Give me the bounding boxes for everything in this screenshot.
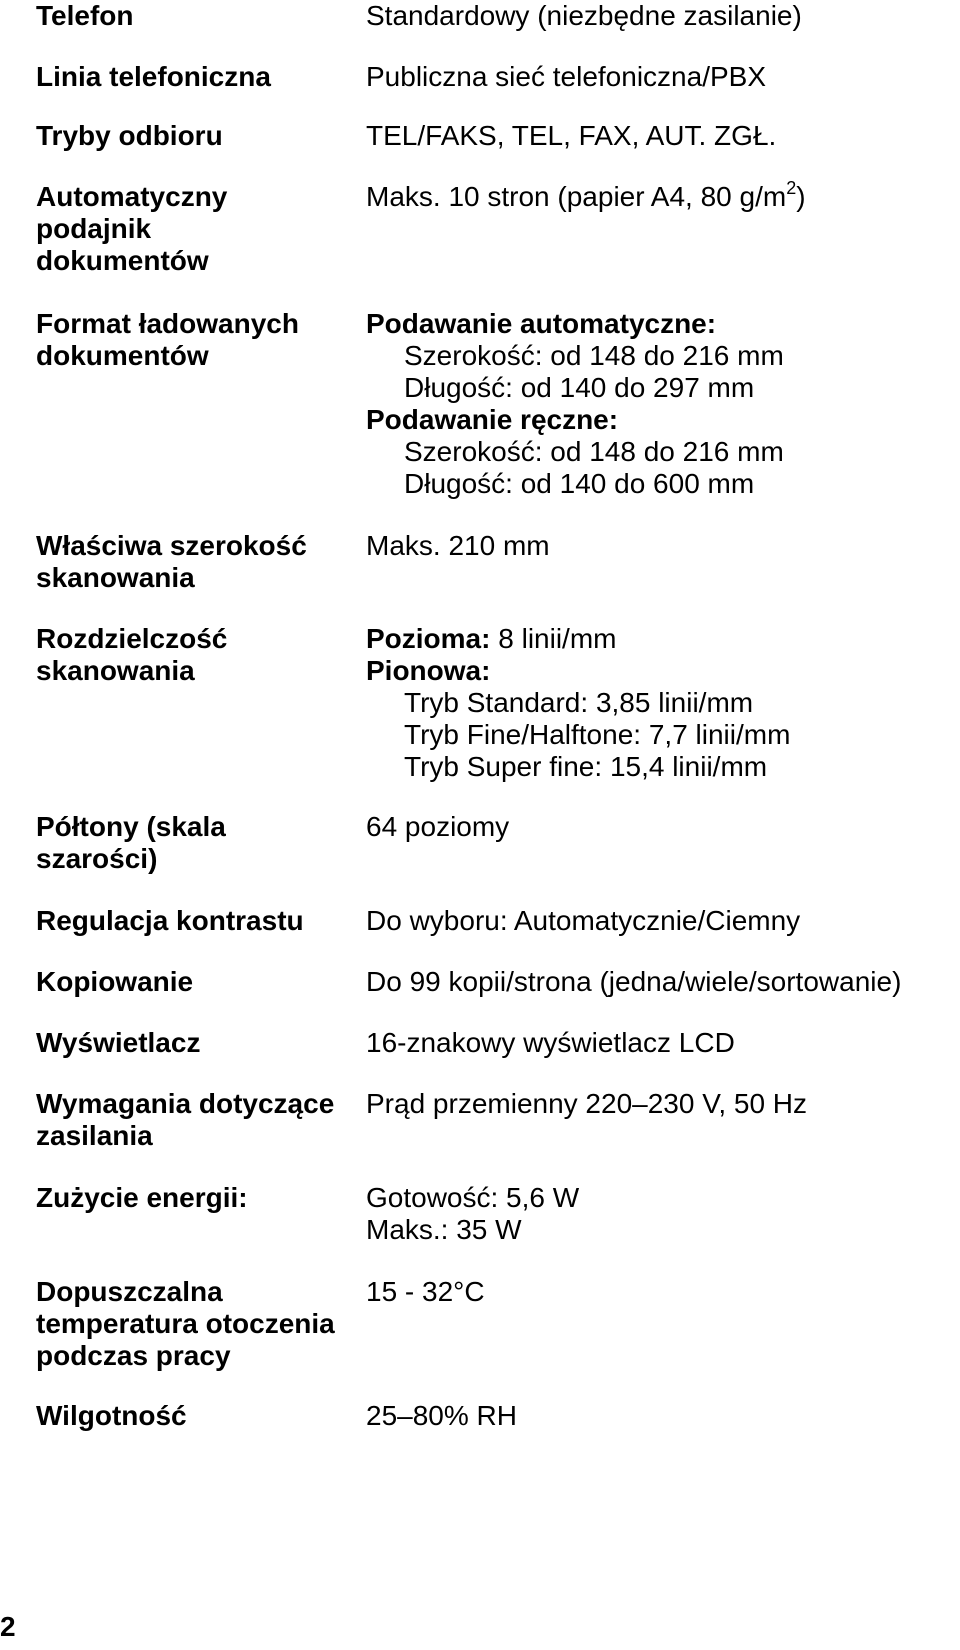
spec-value: Do wyboru: Automatycznie/Ciemny: [366, 905, 801, 936]
manual-feed-heading: Podawanie ręczne:: [366, 404, 619, 435]
spec-label: Linia telefoniczna: [36, 61, 271, 92]
standard-mode: Tryb Standard: 3,85 linii/mm: [404, 687, 754, 718]
spec-value: [366, 1182, 960, 1246]
spec-value-superscript: 2: [786, 177, 797, 198]
spec-value: 16-znakowy wyświetlacz LCD: [366, 1027, 735, 1058]
manual-feed-length: Długość: od 140 do 600 mm: [404, 468, 755, 499]
spec-value: Maks. 210 mm: [366, 530, 550, 561]
vertical-resolution-label: Pionowa:: [366, 655, 491, 686]
spec-label: Telefon: [36, 0, 134, 31]
spec-label: Wymagania dotyczące zasilania: [36, 1088, 335, 1151]
spec-value-text: Maks. 10 stron (papier A4, 80 g/m: [366, 181, 787, 212]
horizontal-resolution: [366, 623, 960, 655]
page-number: 2: [0, 1611, 16, 1642]
spec-label: Wyświetlacz: [36, 1027, 201, 1058]
spec-value: Standardowy (niezbędne zasilanie): [366, 0, 802, 31]
spec-value: 25–80% RH: [366, 1400, 517, 1431]
power-max: Maks.: 35 W: [366, 1214, 522, 1245]
spec-label: Rozdzielczość skanowania: [36, 623, 228, 686]
spec-label: Regulacja kontrastu: [36, 905, 304, 936]
spec-value: 64 poziomy: [366, 811, 510, 842]
spec-label: Zużycie energii:: [36, 1182, 248, 1213]
spec-value: [366, 623, 960, 783]
spec-value: [366, 308, 960, 500]
auto-feed-heading: Podawanie automatyczne:: [366, 308, 717, 339]
spec-label: Kopiowanie: [36, 966, 194, 997]
spec-label: Dopuszczalna temperatura otoczenia podczas pracy: [36, 1276, 335, 1371]
spec-value: 15 - 32°C: [366, 1276, 485, 1307]
spec-value: Prąd przemienny 220–230 V, 50 Hz: [366, 1088, 808, 1119]
spec-label: Tryby odbioru: [36, 120, 223, 151]
spec-label: Półtony (skala szarości): [36, 811, 226, 874]
auto-feed-width: Szerokość: od 148 do 216 mm: [404, 340, 784, 371]
spec-label: Wilgotność: [36, 1400, 187, 1431]
spec-value: Publiczna sieć telefoniczna/PBX: [366, 61, 766, 92]
horizontal-resolution-value: 8 linii/mm: [490, 623, 617, 654]
spec-value-suffix: ): [796, 181, 806, 212]
horizontal-resolution-label: Pozioma:: [366, 623, 491, 654]
auto-feed-length: Długość: od 140 do 297 mm: [404, 372, 755, 403]
super-fine-mode: Tryb Super fine: 15,4 linii/mm: [404, 751, 768, 782]
spec-value: Do 99 kopii/strona (jedna/wiele/sortowanie): [366, 966, 902, 997]
manual-feed-width: Szerokość: od 148 do 216 mm: [404, 436, 784, 467]
spec-label: Automatyczny podajnik dokumentów: [36, 181, 228, 276]
spec-value: TEL/FAKS, TEL, FAX, AUT. ZGŁ.: [366, 120, 777, 151]
spec-label: Format ładowanych dokumentów: [36, 308, 299, 371]
spec-value: [366, 177, 960, 213]
power-ready: Gotowość: 5,6 W: [366, 1182, 580, 1213]
fine-mode: Tryb Fine/Halftone: 7,7 linii/mm: [404, 719, 791, 750]
spec-label: Właściwa szerokość skanowania: [36, 530, 307, 593]
